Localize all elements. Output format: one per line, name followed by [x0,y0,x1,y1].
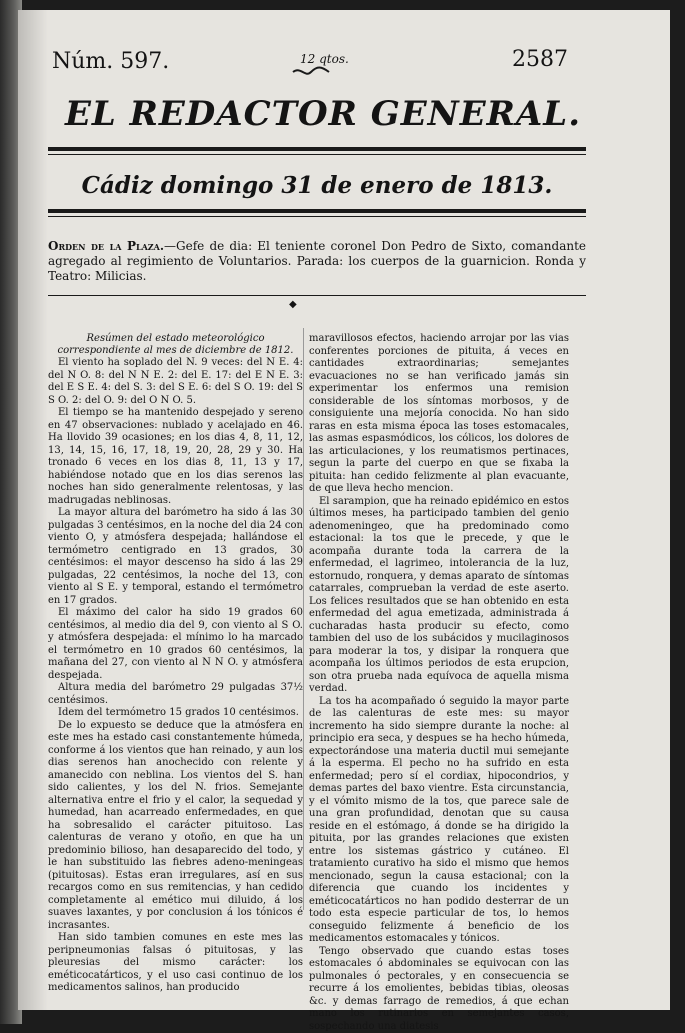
page-number: 2587 [512,47,568,72]
weather-summary-heading: Resúmen del estado meteorológico correspondiente al mes de diciembre de 1812. [48,333,303,357]
newspaper-page [18,10,670,1010]
orden-text: —Gefe de dia: El teniente coronel Don Pedro de Sixto, comandante agregado al regimiento de Voluntarios. Parada: los cuerpos de la guarnicion. Ronda y Teatro: Milicias. [48,239,586,283]
left-paragraph: De lo expuesto se deduce que la atmósfera en este mes ha estado casi constantemente húmeda, conforme á los vientos que han reinado, y aun los dias serenos han anochecido con relente y amanecido con neblina. Los vientos del S. han sido calientes, y los del N. frios. Semejante alternativa entre el frio y el calor, la sequedad y humedad, han acarreado enfermedades, en que ha sobresalido el carácter pituitoso. Las calenturas de verano y otoño, en que ha un predominio bilioso, han desaparecido del todo, y le han substituido las fiebres adeno-meningeas (pituitosas). Estas eran irregulares, así en sus recargos como en sus remitencias, y han cedido completamente al emético mui diluido, á los suaves laxantes, y por conclusion á los tónicos é incrasantes. [48,720,303,933]
masthead-rule-top [48,147,586,151]
dateline-rule-bottom-thin [48,216,586,217]
left-paragraph: El tiempo se ha mantenido despejado y sereno en 47 observaciones: nublado y acelajado en 46. Ha llovido 39 ocasiones; en los dias 4, 8, 11, 12, 13, 14, 15, 16, 17, 18, 19, 20, 28, 29 y 30. Ha tronado 6 veces en los dias 8, 11, 13 y 17, habiéndose notado que en los dias serenos las noches han sido generalmente relentosas, y las madrugadas neblinosas. [48,407,303,507]
right-paragraph: Tengo observado que cuando estas toses estomacales ó abdominales se equivocan con las pulmonales ó pectorales, y en consecuencia se recurre á los emolientes, bebidas tibias, oleosas &c. y demas farrago de remedios, á que echan mano los rutinarios en semejantes casos, sospechando una diatesis [309,946,569,1033]
rule-ornament-icon: ◆ [289,299,297,310]
column-divider [303,328,304,910]
left-paragraph: El viento ha soplado del N. 9 veces: del N E. 4: del N O. 8: del N N E. 2: del E. 17: del E N E. 3: del E S E. 4: del S. 3: del S E. 6: del S O. 19: del S S O. 2: del O. 9: del O N O. 5. [48,357,303,407]
issue-number: Núm. 597. [52,49,169,74]
left-paragraph: Idem del termómetro 15 grados 10 centésimos. [48,707,303,720]
right-paragraph: maravillosos efectos, haciendo arrojar por las vias conferentes porciones de pituita, á veces en cantidades extraordinarias; semejantes evacuaciones no se han verificado jamás sin experimentar los enfermos una remision considerable de los síntomas morbosos, y de consiguiente una mejoría conocida. No han sido raras en esta misma época las toses estomacales, las asmas espasmódicos, los cólicos, los dolores de las articulaciones, y los reumatismos pertinaces, segun la parte del cuerpo en que se fixaba la pituita: han cedido felizmente al plan evacuante, de que lleva hecho mencion. [309,333,569,496]
right-column [309,333,569,1033]
left-paragraph: El máximo del calor ha sido 19 grados 60 centésimos, al medio dia del 9, con viento al S O. y atmósfera despejada: el mínimo lo ha marcado el termómetro en 10 grados 60 centésimos, la mañana del 27, con viento al N N O. y atmósfera despejada. [48,607,303,682]
dateline-rule-bottom [48,209,586,213]
right-paragraph: El sarampion, que ha reinado epidémico en estos últimos meses, ha participado tambien del genio adenomeningeo, que ha predominado como estacional: la tos que le precede, y que le acompaña durante toda la carrera de la enfermedad, el lagrimeo, intolerancia de la luz, estornudo, ronquera, y demas aparato de síntomas catarrales, comprueban la verdad de este aserto. Los felices resultados que se han obtenido en esta enfermedad del agua emetizada, administrada á cucharadas hasta producir su efecto, como tambien del uso de los subácidos y mucilaginosos para moderar la tos, y disipar la ronquera que acompaña los últimos periodos de esta erupcion, son otra prueba nada equívoca de aquella misma verdad. [309,496,569,696]
section-rule [48,295,586,296]
left-paragraph: La mayor altura del barómetro ha sido á las 30 pulgadas 3 centésimos, en la noche del dia 24 con viento O, y atmósfera despejada; hallándose el termómetro centigrado en 13 grados, 30 centésimos: el mayor descenso ha sido á las 29 pulgadas, 22 centésimos, la noche del 13, con viento al S E. y temporal, estando el termómetro en 17 grados. [48,507,303,607]
masthead-title: EL REDACTOR GENERAL. [58,94,588,134]
orden-de-la-plaza [48,239,586,284]
left-paragraph: Han sido tambien comunes en este mes las peripneumonias falsas ó pituitosas, y las pleuresias del mismo carácter: los eméticocatárticos, y el uso casi continuo de los medicamentos salinos, han producido [48,932,303,995]
masthead-rule-top-thin [48,154,586,155]
right-paragraph: La tos ha acompañado ó seguido la mayor parte de las calenturas de este mes: su mayor incremento ha sido siempre durante la noche: al principio era seca, y despues se ha hecho húmeda, expectorándose una materia ductil mui semejante á la esperma. El pecho no ha sufrido en esta enfermedad; pero sí el cordiax, hipocondrios, y demas partes del baxo vientre. Esta circunstancia, y el vómito mismo de la tos, que parece sale de una gran profundidad, denotan que su causa reside en el estómago, á donde se ha dirigido la pituita, por las grandes relaciones que existen entre los sistemas gástrico y cutáneo. El tratamiento curativo ha sido el mismo que hemos mencionado, segun la causa estacional; con la diferencia que cuando los incidentes y eméticocatárticos no han podido desterrar de un todo esta especie particular de tos, lo hemos conseguido felizmente á beneficio de los medicamentos estomacales y tónicos. [309,696,569,946]
quires-note: 12 qtos. [300,52,349,66]
dateline: Cádiz domingo 31 de enero de 1813. [48,172,586,199]
orden-lead: Orden de la Plaza. [48,239,164,253]
flourish-ornament-icon [291,66,331,78]
left-column [48,333,303,995]
left-paragraph: Altura media del barómetro 29 pulgadas 37½ centésimos. [48,682,303,707]
